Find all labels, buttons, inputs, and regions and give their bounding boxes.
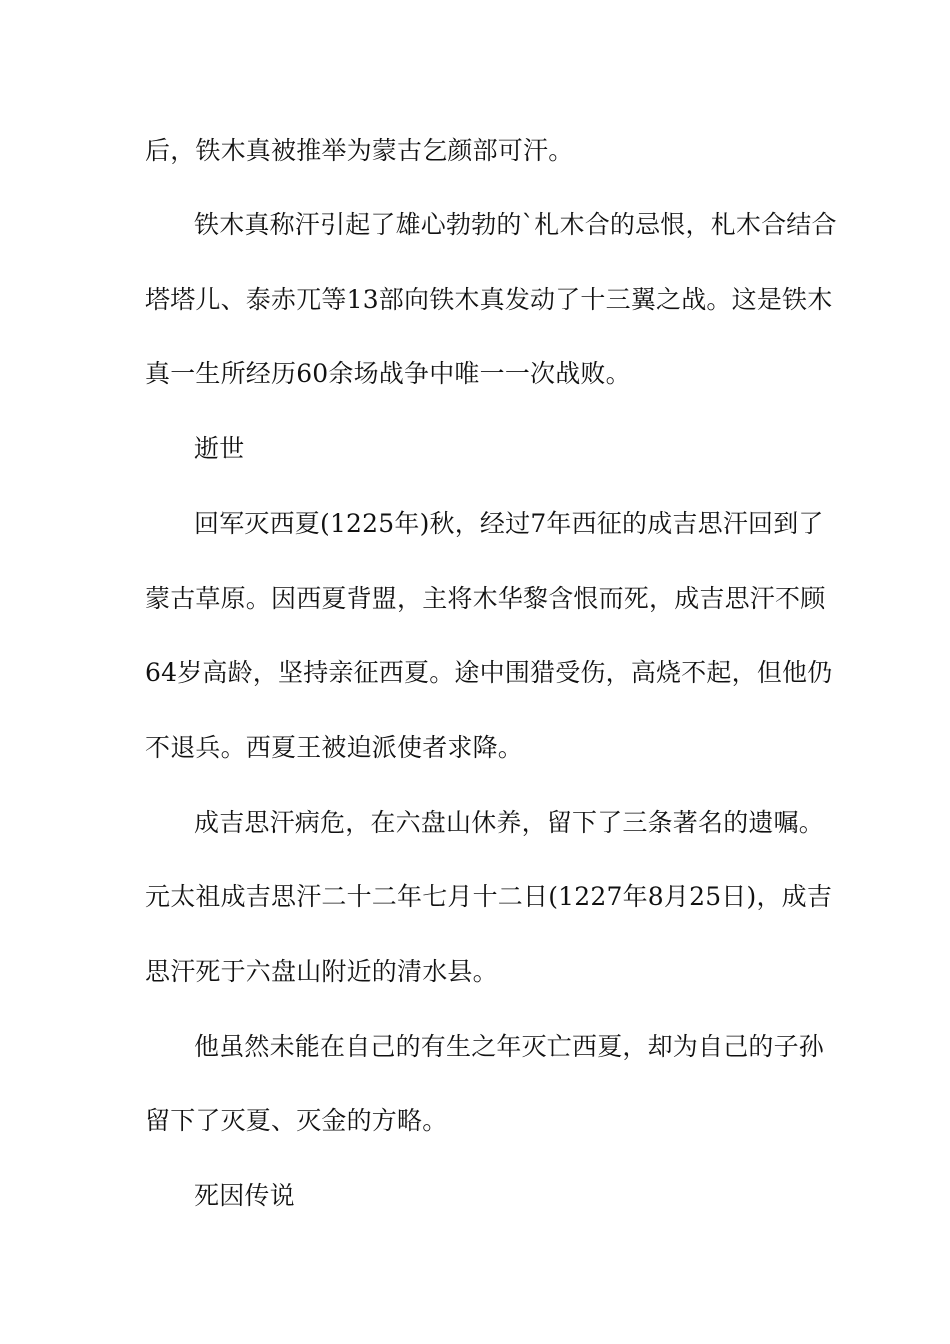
paragraph-line: 后，铁木真被推举为蒙古乞颜部可汗。	[145, 136, 574, 165]
paragraph-line: 元太祖成吉思汗二十二年七月十二日(1227年8月25日)，成吉	[145, 882, 833, 911]
paragraph-line: 他虽然未能在自己的有生之年灭亡西夏，却为自己的子孙	[194, 1032, 825, 1061]
section-heading: 死因传说	[194, 1181, 295, 1210]
paragraph-line: 塔塔儿、泰赤兀等13部向铁木真发动了十三翼之战。这是铁木	[145, 285, 833, 314]
paragraph-line: 不退兵。西夏王被迫派使者求降。	[145, 733, 524, 762]
section-heading: 逝世	[194, 434, 245, 463]
paragraph-line: 真一生所经历60余场战争中唯一一次战败。	[145, 359, 631, 388]
paragraph-line: 成吉思汗病危，在六盘山休养，留下了三条著名的遗嘱。	[194, 808, 825, 837]
paragraph-line: 回军灭西夏(1225年)秋，经过7年西征的成吉思汗回到了	[194, 509, 824, 538]
paragraph-line: 铁木真称汗引起了雄心勃勃的`札木合的忌恨，札木合结合	[194, 210, 837, 239]
paragraph-line: 64岁高龄，坚持亲征西夏。途中围猎受伤，高烧不起，但他仍	[145, 658, 833, 687]
paragraph-line: 蒙古草原。因西夏背盟，主将木华黎含恨而死，成吉思汗不顾	[145, 584, 826, 613]
paragraph-line: 思汗死于六盘山附近的清水县。	[145, 957, 498, 986]
paragraph-line: 留下了灭夏、灭金的方略。	[145, 1106, 448, 1135]
